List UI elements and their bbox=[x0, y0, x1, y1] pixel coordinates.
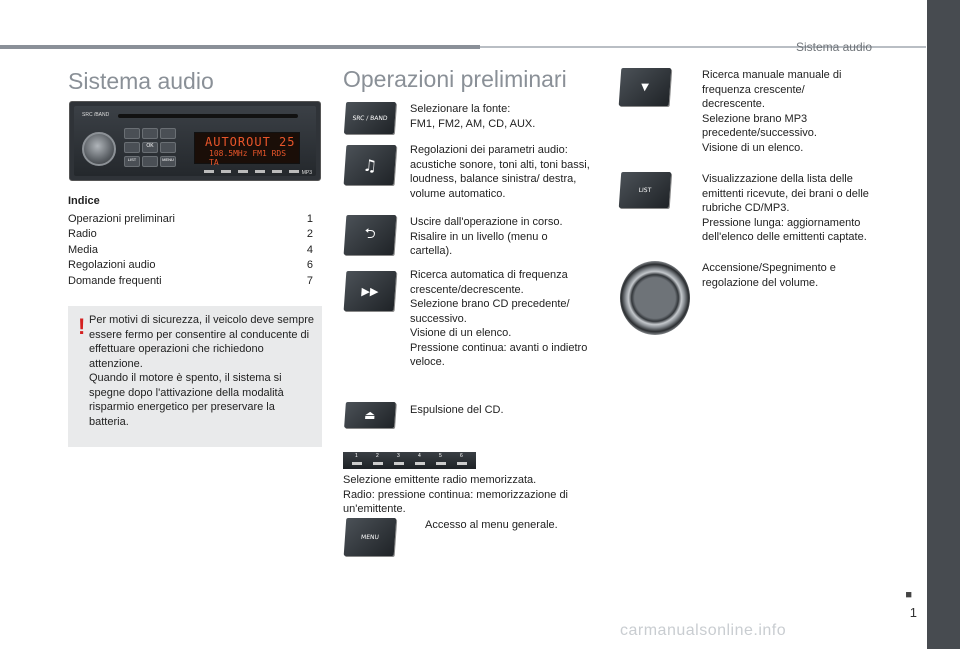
preset-number: 6 bbox=[460, 453, 463, 459]
watermark: carmanualsonline.info bbox=[620, 622, 787, 639]
header-rule-dark bbox=[0, 45, 480, 49]
radio-display bbox=[194, 132, 300, 167]
index-row[interactable] bbox=[68, 258, 313, 273]
volume-description: Accensione/Spegnimento e regolazione del volume. bbox=[702, 262, 836, 289]
presets-description: Selezione emittente radio memorizzata. Radio: pressione continua: memorizzazione di un'emittente. bbox=[343, 474, 569, 515]
index-label: Radio bbox=[68, 228, 97, 241]
section-title-audio-system: Sistema audio bbox=[68, 68, 214, 94]
index-page: 6 bbox=[306, 259, 313, 272]
radio-display-line1: AUTOROUT 25 bbox=[205, 135, 296, 149]
page-edge-strip bbox=[927, 0, 960, 649]
radio-volume-knob bbox=[82, 132, 116, 166]
index-list bbox=[68, 212, 313, 289]
eject-description: Espulsione del CD. bbox=[410, 404, 504, 416]
radio-src-band-label: SRC /BAND bbox=[82, 112, 110, 118]
index-page: 1 bbox=[306, 213, 313, 225]
radio-display-line2: 108.5MHz FM1 RDS TA bbox=[209, 149, 287, 167]
radio-btn-up bbox=[142, 128, 158, 139]
manual-search-description: Ricerca manuale manuale di frequenza crescente/ decrescente. Selezione brano MP3 precedente/successivo. Visione di un elenco. bbox=[702, 69, 842, 154]
audio-settings-description: Regolazioni dei parametri audio: acustiche sonore, toni alti, toni bassi, loudness, balance sinistra/ destra, volume automatico. bbox=[410, 144, 590, 200]
page-number: 1 bbox=[909, 605, 917, 620]
radio-mp3-label: MP3 bbox=[301, 170, 312, 176]
preset-number: 3 bbox=[397, 453, 400, 459]
music-note-icon: ♫ bbox=[344, 145, 397, 185]
radio-btn-menu: MENU bbox=[160, 156, 176, 167]
page-end-mark: ■ bbox=[905, 589, 912, 601]
index-page: 4 bbox=[306, 243, 313, 256]
running-header: Sistema audio bbox=[795, 40, 872, 54]
volume-knob-icon bbox=[620, 261, 690, 335]
radio-preset-row bbox=[204, 170, 304, 176]
radio-btn-prev bbox=[124, 142, 140, 153]
src-band-description: Selezionare la fonte: FM1, FM2, AM, CD, AUX. bbox=[410, 103, 536, 130]
index-row[interactable] bbox=[68, 212, 313, 227]
warning-exclamation-icon: ! bbox=[78, 314, 86, 339]
index-row[interactable] bbox=[68, 274, 313, 289]
radio-cd-slot bbox=[118, 114, 298, 118]
radio-btn-back bbox=[160, 128, 176, 139]
index-page: 2 bbox=[306, 228, 313, 241]
preset-buttons-bar bbox=[343, 452, 476, 469]
back-arrow-icon: ⮌ bbox=[344, 215, 397, 255]
list-description: Visualizzazione della lista delle emittenti ricevute, dei brani o delle rubriche CD/MP3. Pressione lunga: aggiornamento dell'elenco delle emittenti captate. bbox=[702, 173, 869, 243]
section-title-preliminary: Operazioni preliminari bbox=[343, 66, 567, 92]
fast-forward-icon: ▶▶ bbox=[344, 271, 397, 311]
seek-description: Ricerca automatica di frequenza crescente/decrescente. Selezione brano CD precedente/ successivo. Visione di un elenco. Pressione continua: avanti o indietro veloce. bbox=[410, 269, 588, 368]
preset-number: 1 bbox=[355, 453, 358, 459]
index-row[interactable] bbox=[68, 243, 313, 258]
index-label: Operazioni preliminari bbox=[68, 213, 175, 225]
down-arrow-icon: ▼ bbox=[619, 68, 672, 106]
preset-number: 2 bbox=[376, 453, 379, 459]
preset-number: 5 bbox=[439, 453, 442, 459]
eject-icon: ⏏ bbox=[344, 402, 396, 428]
index-row[interactable] bbox=[68, 227, 313, 242]
back-description: Uscire dall'operazione in corso. Risalire in un livello (menu o cartella). bbox=[410, 216, 563, 257]
warning-text: Per motivi di sicurezza, il veicolo deve sempre essere fermo per consentire al conducente di effettuare operazioni che richiedono attenzione. Quando il motore è spento, il sistema si spegne dopo l'attivazione della modalità risparmio energetico per preservare la batteria. bbox=[89, 314, 314, 428]
menu-button-icon: MENU bbox=[344, 518, 397, 556]
index-page: 7 bbox=[306, 274, 313, 287]
index-label: Regolazioni audio bbox=[68, 259, 156, 272]
radio-btn-list: LIST bbox=[124, 156, 140, 167]
list-button-icon: LIST bbox=[619, 172, 672, 208]
radio-btn-down bbox=[142, 156, 158, 167]
radio-faceplate bbox=[74, 106, 316, 176]
safety-warning-box bbox=[68, 306, 322, 447]
radio-btn-ok: OK bbox=[142, 142, 158, 153]
index-label: Domande frequenti bbox=[68, 274, 162, 287]
radio-unit-illustration bbox=[69, 101, 321, 181]
preset-number: 4 bbox=[418, 453, 421, 459]
src-band-button-icon: SRC / BAND bbox=[344, 102, 396, 134]
radio-btn-next bbox=[160, 142, 176, 153]
menu-description: Accesso al menu generale. bbox=[425, 519, 558, 531]
index-heading: Indice bbox=[68, 195, 100, 207]
radio-btn-audio bbox=[124, 128, 140, 139]
index-label: Media bbox=[68, 243, 98, 256]
